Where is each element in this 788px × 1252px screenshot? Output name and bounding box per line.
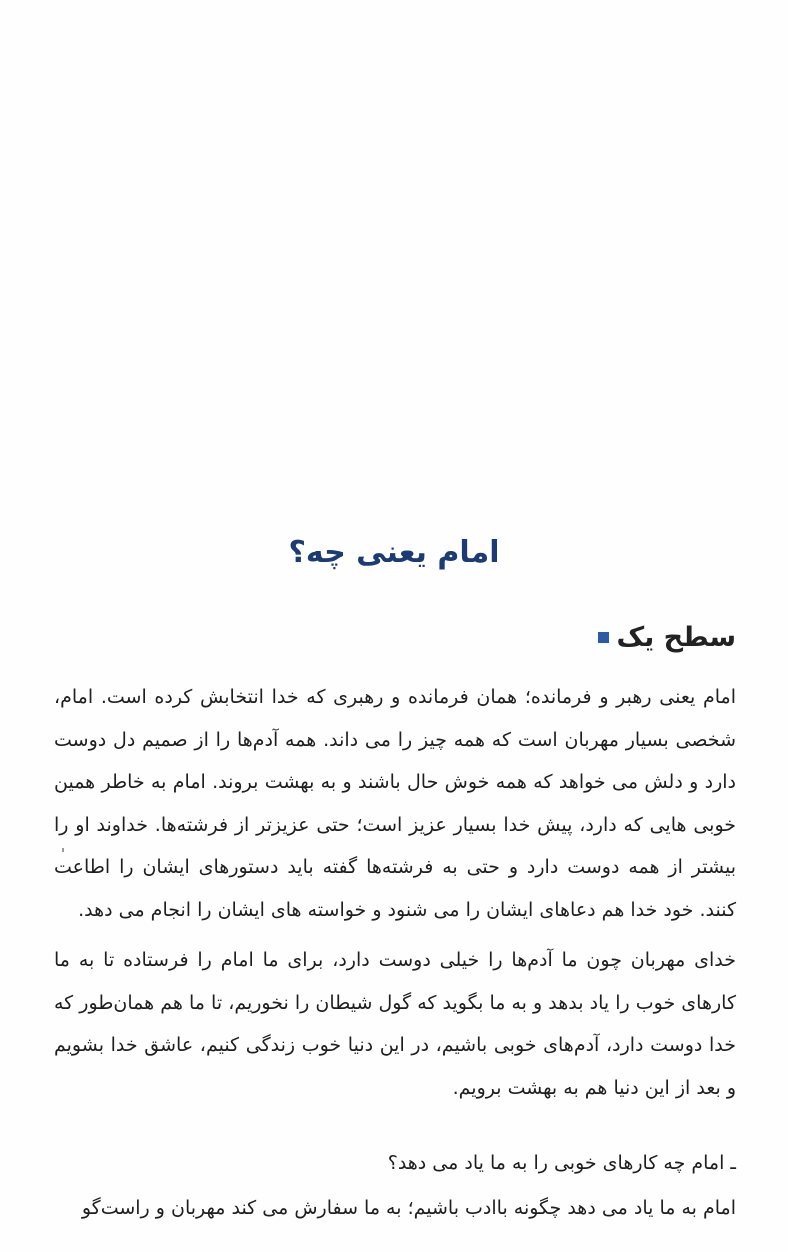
paragraph-3: امام به ما یاد می دهد چگونه باادب باشیم؛ به ما سفارش می کند مهربان و راست‌گو: [81, 1197, 736, 1219]
question-line: ـ امام چه کارهای خوبی را به ما یاد می دهد؟: [387, 1152, 736, 1174]
section-label: سطح یک: [616, 622, 736, 653]
margin-mark: [62, 848, 64, 852]
paragraph-1: امام یعنی رهبر و فرمانده؛ همان فرمانده و رهبری که خدا انتخابش کرده است. امام، شخصی بسیار مهربان است که همه چیز را می داند. همه آدم‌ها را از صمیم دل دوست دارد و دلش می خواهد که همه خوش حال باشند و به بهشت بروند. امام به خاطر همین خوبی هایی که دارد، پیش خدا بسیار عزیز است؛ حتی عزیزتر از فرشته‌ها. خداوند او را بیشتر از همه دوست دارد و حتی به فرشته‌ها گفته باید دستورهای ایشان را اطاعت کنند. خود خدا هم دعاهای ایشان را می شنود و خواسته های ایشان را انجام می دهد.: [54, 686, 736, 921]
square-bullet-icon: [598, 632, 609, 643]
page-title: امام یعنی چه؟: [288, 535, 500, 570]
paragraph-2: خدای مهربان چون ما آدم‌ها را خیلی دوست دارد، برای ما امام را فرستاده تا به ما کارهای خوب را یاد بدهد و به ما بگوید که گول شیطان را نخوریم، تا ما هم همان‌طور که خدا دوست دارد، آدم‌های خوبی باشیم، در این دنیا خوب زندگی کنیم، عاشق خدا بشویم و بعد از این دنیا هم به بهشت برویم.: [54, 949, 736, 1099]
section-heading: [598, 622, 737, 653]
